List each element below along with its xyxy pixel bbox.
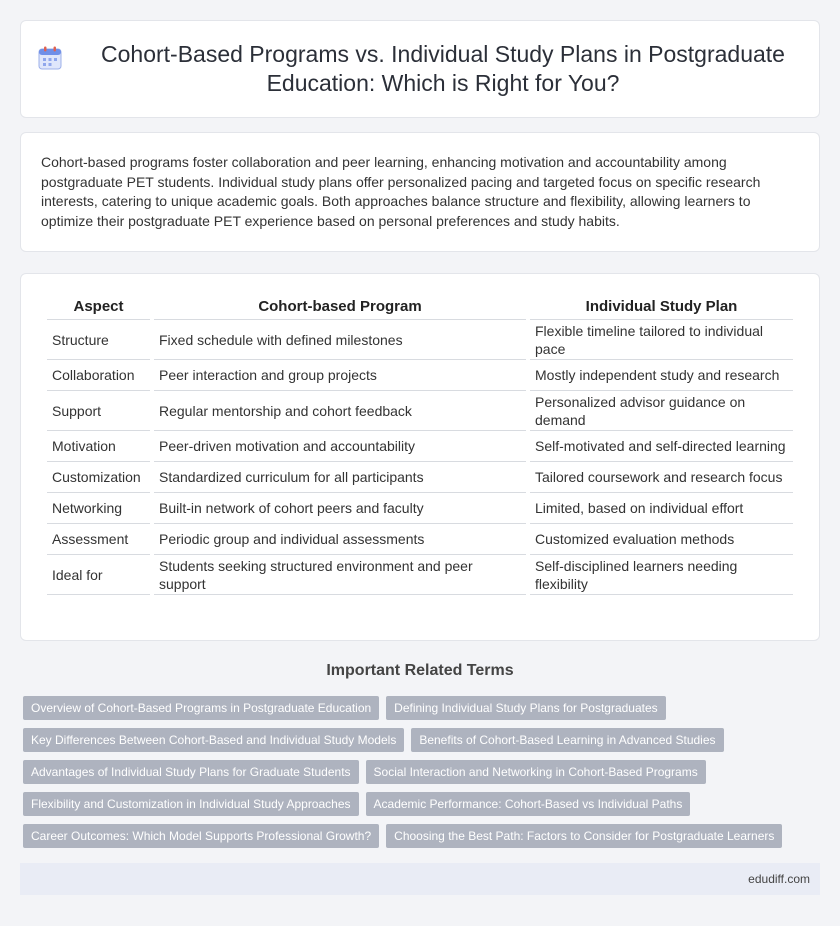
calendar-icon — [37, 45, 63, 71]
cell-aspect: Customization — [47, 462, 150, 493]
cell-aspect: Motivation — [47, 431, 150, 462]
comparison-table-card — [20, 273, 820, 641]
cell-individual: Self-disciplined learners needing flexibility — [530, 555, 793, 595]
table-row — [47, 493, 793, 524]
cell-cohort: Regular mentorship and cohort feedback — [154, 391, 526, 431]
page-title: Cohort-Based Programs vs. Individual Study Plans in Postgraduate Education: Which is Right for You? — [101, 41, 785, 96]
related-term-tag[interactable]: Flexibility and Customization in Individual Study Approaches — [23, 792, 359, 816]
cell-cohort: Periodic group and individual assessments — [154, 524, 526, 555]
cell-individual: Mostly independent study and research — [530, 360, 793, 391]
table-row — [47, 391, 793, 431]
table-row — [47, 320, 793, 360]
related-term-tag[interactable]: Career Outcomes: Which Model Supports Professional Growth? — [23, 824, 379, 848]
header-cohort: Cohort-based Program — [154, 290, 526, 320]
related-term-tag[interactable]: Overview of Cohort-Based Programs in Postgraduate Education — [23, 696, 379, 720]
header-card — [20, 20, 820, 118]
related-term-tag[interactable]: Key Differences Between Cohort-Based and Individual Study Models — [23, 728, 404, 752]
header-individual: Individual Study Plan — [530, 290, 793, 320]
cell-aspect: Assessment — [47, 524, 150, 555]
cell-individual: Self-motivated and self-directed learning — [530, 431, 793, 462]
related-term-tag[interactable]: Choosing the Best Path: Factors to Consider for Postgraduate Learners — [386, 824, 782, 848]
cell-cohort: Standardized curriculum for all participants — [154, 462, 526, 493]
footer — [20, 863, 820, 895]
comparison-table — [43, 290, 797, 595]
cell-individual: Flexible timeline tailored to individual pace — [530, 320, 793, 360]
cell-individual: Tailored coursework and research focus — [530, 462, 793, 493]
cell-aspect: Ideal for — [47, 555, 150, 595]
cell-aspect: Networking — [47, 493, 150, 524]
table-header-row — [47, 290, 793, 320]
footer-site-name[interactable]: edudiff.com — [748, 872, 810, 886]
cell-aspect: Collaboration — [47, 360, 150, 391]
related-terms-list — [23, 696, 823, 856]
related-term-tag[interactable]: Defining Individual Study Plans for Postgraduates — [386, 696, 666, 720]
related-term-tag[interactable]: Benefits of Cohort-Based Learning in Advanced Studies — [411, 728, 723, 752]
cell-cohort: Built-in network of cohort peers and faculty — [154, 493, 526, 524]
intro-paragraph: Cohort-based programs foster collaboration and peer learning, enhancing motivation and accountability among postgraduate PET students. Individual study plans offer personalized pacing and targeted focus on specific research interests, catering to unique academic goals. Both approaches balance structure and flexibility, allowing learners to optimize their postgraduate PET experience based on personal preferences and study habits. — [41, 154, 761, 229]
cell-aspect: Structure — [47, 320, 150, 360]
table-row — [47, 462, 793, 493]
intro-card — [20, 132, 820, 252]
related-term-tag[interactable]: Social Interaction and Networking in Cohort-Based Programs — [366, 760, 706, 784]
cell-aspect: Support — [47, 391, 150, 431]
table-row — [47, 431, 793, 462]
cell-cohort: Students seeking structured environment and peer support — [154, 555, 526, 595]
header-aspect: Aspect — [47, 290, 150, 320]
cell-cohort: Fixed schedule with defined milestones — [154, 320, 526, 360]
cell-cohort: Peer interaction and group projects — [154, 360, 526, 391]
table-row — [47, 555, 793, 595]
table-row — [47, 360, 793, 391]
cell-individual: Limited, based on individual effort — [530, 493, 793, 524]
cell-individual: Customized evaluation methods — [530, 524, 793, 555]
cell-cohort: Peer-driven motivation and accountability — [154, 431, 526, 462]
related-term-tag[interactable]: Advantages of Individual Study Plans for Graduate Students — [23, 760, 359, 784]
cell-individual: Personalized advisor guidance on demand — [530, 391, 793, 431]
related-term-tag[interactable]: Academic Performance: Cohort-Based vs Individual Paths — [366, 792, 691, 816]
table-row — [47, 524, 793, 555]
related-terms-heading: Important Related Terms — [326, 662, 514, 679]
